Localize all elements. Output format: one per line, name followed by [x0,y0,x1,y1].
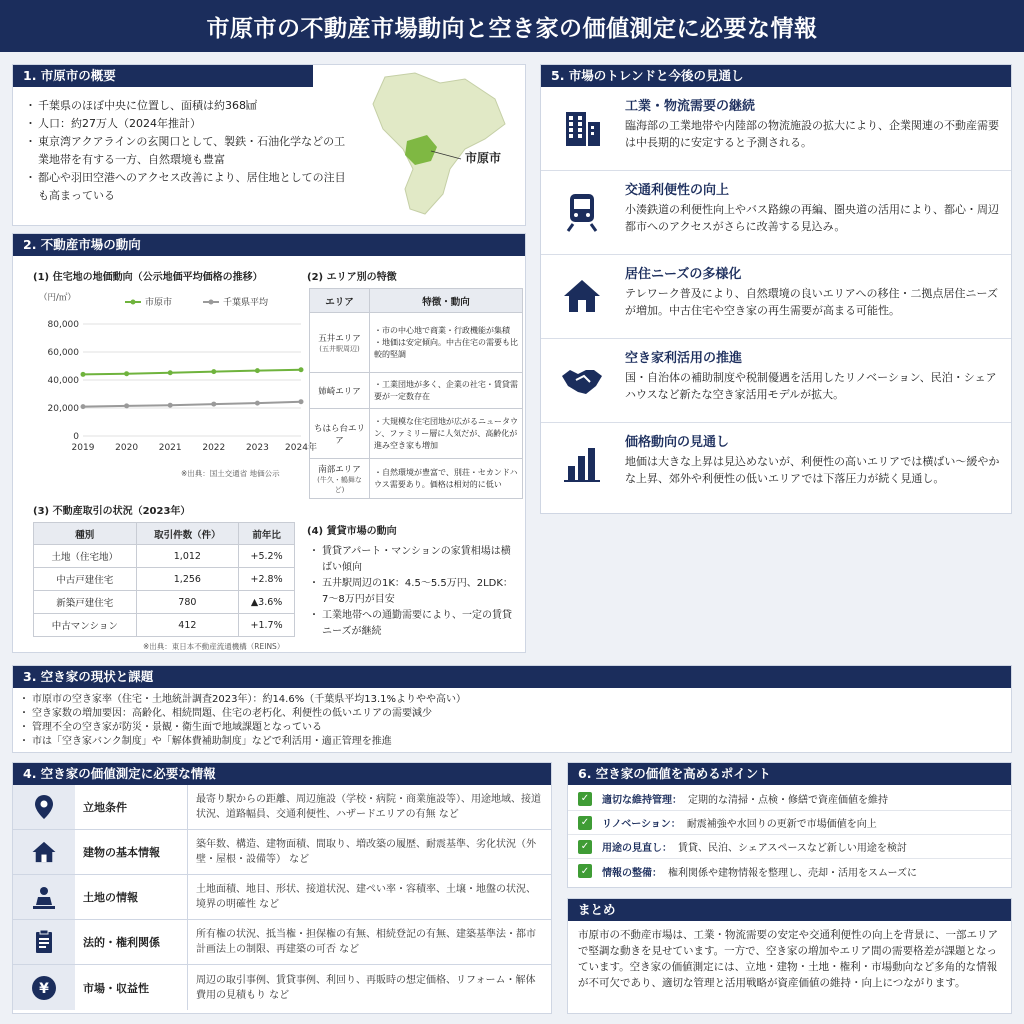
section-market [12,233,526,653]
table-row [310,459,523,499]
data-point [81,404,86,409]
trend-item [541,87,1011,171]
table-row [310,409,523,459]
value-point [568,835,1011,859]
column-header: 取引件数（件） [136,523,239,545]
trade-count: 412 [136,614,239,637]
check-icon: ✓ [578,840,592,854]
list-item: ・ 空き家数の増加要因：高齢化、相続問題、住宅の老朽化、利便性の低いエリアの需要減少 [19,707,466,721]
y-tick-label: 40,000 [47,376,79,386]
bar-chart-icon [557,439,607,489]
series-line [83,402,301,407]
data-point [255,368,260,373]
info-desc: 築年数、構造、建物面積、間取り、増改築の履歴、耐震基準、劣化状況（外壁・屋根・設備等） など [187,830,551,874]
area-desc: ・自然環境が豊富で、別荘・セカンドハウス需要あり。価格は相対的に低い [370,459,523,499]
table-row [34,591,295,614]
info-label: 法的・権利関係 [83,936,160,949]
data-point [81,372,86,377]
section-overview [12,64,526,226]
trade-change: ▲3.6% [239,591,295,614]
trend-desc: 国・自治体の補助制度や税制優遇を活用したリノベーション、民泊・シェアハウスなど新たな空き家活用モデルが拡大。 [625,371,997,401]
list-item: ・ 人口：約27万人（2024年推計） [25,115,355,133]
data-point [124,371,129,376]
section-title: 6. 空き家の価値を高めるポイント [568,763,1011,785]
handshake-icon [557,355,607,405]
valuation-info-list [13,785,551,1010]
table-row [34,568,295,591]
trade-change: +1.7% [239,614,295,637]
trend-item [541,255,1011,339]
trade-change: +2.8% [239,568,295,591]
list-item: ・ 工業地帯への通勤需要により、一定の賃貸ニーズが継続 [309,608,519,640]
series-line [83,370,301,375]
point-desc: 賃貸、民泊、シェアスペースなど新しい用途を検討 [678,843,907,854]
info-label: 立地条件 [83,801,127,814]
section-title: 4. 空き家の価値測定に必要な情報 [13,763,551,785]
trend-list [541,87,1011,521]
section-trends [540,64,1012,514]
trade-type: 中古戸建住宅 [34,568,137,591]
info-desc: 最寄り駅からの距離、周辺施設（学校・病院・商業施設等）、用途地域、接道状況、道路幅員、交通利便性、ハザードエリアの有無 など [187,785,551,829]
data-point [255,401,260,406]
building-icon [557,103,607,153]
value-point [568,811,1011,835]
section-title: まとめ [568,899,1011,921]
y-tick-label: 0 [73,432,79,442]
area-name-text: 姉崎エリア [318,386,361,397]
section-value-points [567,762,1012,888]
trade-type: 中古マンション [34,614,137,637]
data-point [124,403,129,408]
trend-desc: 小湊鉄道の利便性向上やバス路線の再編、圏央道の活用により、都心・周辺都市へのアクセスがさらに改善する見込み。 [625,203,999,233]
area-title: (2) エリア別の特徴 [307,272,397,283]
point-desc: 耐震補強や水回りの更新で市場価値を向上 [686,819,877,830]
house-icon [13,830,75,874]
trade-count: 1,012 [136,545,239,568]
rent-list [309,544,519,640]
section-vacancy [12,665,1012,753]
area-name [310,459,370,499]
chiba-prefecture-shape [373,73,505,214]
trend-title: 居住ニーズの多様化 [625,267,742,282]
value-point [568,787,1011,811]
point-label: 情報の整備： [602,867,662,879]
x-tick-label: 2021 [158,443,182,453]
legend-label: 千葉県平均 [223,298,269,308]
list-item: ・ 東京湾アクアラインの玄関口として、製鉄・石油化学などの工業地帯を有する一方、自然環境も豊富 [25,133,355,169]
point-desc: 定期的な清掃・点検・修繕で資産価値を維持 [688,795,888,806]
legend-marker [131,300,136,305]
section-title: 5. 市場のトレンドと今後の見通し [541,65,1011,87]
trend-desc: 地価は大きな上昇は見込めないが、利便性の高いエリアでは横ばい〜緩やかな上昇、郊外や利便性の低いエリアでは下落圧力が続く見通し。 [625,455,1000,485]
y-tick-label: 60,000 [47,348,79,358]
house-icon [557,271,607,321]
legend-marker [209,300,214,305]
area-name [310,373,370,409]
area-desc: ・市の中心地で商業・行政機能が集積 ・地価は安定傾向。中古住宅の需要も比較的堅調 [370,313,523,373]
trend-body [625,347,1001,414]
document-icon [13,920,75,964]
chart-source: ※出典：国土交通省 地価公示 [181,469,280,478]
x-tick-label: 2023 [245,443,269,453]
point-label: リノベーション： [602,819,681,830]
rent-title: (4) 賃貸市場の動向 [307,526,397,537]
check-icon: ✓ [578,864,592,878]
table-header-row [310,289,523,313]
trade-count: 1,256 [136,568,239,591]
area-sub-text: (牛久・鶴舞など) [317,475,362,494]
trend-item [541,171,1011,255]
trend-title: 空き家利活用の推進 [625,351,743,366]
x-tick-label: 2024年 [285,443,317,453]
trade-title: (3) 不動産取引の状況（2023年） [33,506,191,517]
trend-item [541,339,1011,423]
column-header: 前年比 [239,523,295,545]
data-point [168,370,173,375]
data-point [211,402,216,407]
trade-type: 土地（住宅地） [34,545,137,568]
trend-body [625,263,1001,330]
section-valuation-info [12,762,552,1014]
area-desc: ・大規模な住宅団地が広がるニュータウン、ファミリー層に人気だが、高齢化が進み空き家も増加 [370,409,523,459]
area-name-text: 五井エリア [318,333,361,344]
y-axis-label: （円/㎡） [39,293,76,303]
value-point [568,859,1011,883]
data-point [299,399,304,404]
area-name [310,409,370,459]
area-name-text: ちはら台エリア [314,423,366,446]
x-tick-label: 2020 [115,443,139,453]
yen-icon [13,965,75,1010]
map-label: 市原市 [465,151,502,165]
list-item: ・ 都心や羽田空港へのアクセス改善により、居住地としての注目も高まっている [25,169,355,205]
list-item: ・ 千葉県のほぼ中央に位置し、面積は約368㎢ [25,97,355,115]
check-icon: ✓ [578,816,592,830]
table-header-row [34,523,295,545]
trend-desc: テレワーク普及により、自然環境の良いエリアへの移住・二拠点居住ニーズが増加。中古住宅や空き家の再生需要が高まる可能性。 [625,287,999,317]
table-row [310,313,523,373]
train-icon [557,187,607,237]
list-item: ・ 賃貸アパート・マンションの家賃相場は横ばい傾向 [309,544,519,576]
list-item: ・ 五井駅周辺の1K：4.5〜5.5万円、2LDK：7〜8万円が目安 [309,576,519,608]
section-summary [567,898,1012,1014]
trend-title: 価格動向の見通し [625,435,730,450]
section-title: 2. 不動産市場の動向 [13,234,525,256]
x-tick-label: 2019 [71,443,95,453]
land-price-chart [21,286,317,471]
point-label: 用途の見直し： [602,843,672,854]
svg-text:¥: ¥ [39,980,49,997]
chiba-map [365,69,525,219]
trend-body [625,95,1001,162]
point-label: 適切な維持管理： [602,795,682,806]
page-title: 市原市の不動産市場動向と空き家の価値測定に必要な情報 [0,0,1024,52]
info-desc: 土地面積、地目、形状、接道状況、建ぺい率・容積率、土壌・地盤の状況、境界の明確性 など [187,875,551,919]
info-label: 土地の情報 [83,891,138,904]
trend-body [625,431,1001,513]
vacancy-list [19,693,466,749]
list-item: ・ 市は「空き家バンク制度」や「解体費補助制度」などで利活用・適正管理を推進 [19,735,466,749]
trade-change: +5.2% [239,545,295,568]
table-row [34,545,295,568]
area-name [310,313,370,373]
point-desc: 権利関係や建物情報を整理し、売却・活用をスムーズに [668,867,917,879]
trade-count: 780 [136,591,239,614]
area-table [309,288,523,499]
valuation-info-row [13,965,551,1010]
summary-text: 市原市の不動産市場は、工業・物流需要の安定や交通利便性の向上を背景に、一部エリアで堅調な動きを見せています。一方で、空き家の増加やエリア間の需要格差が課題となっています。空き家の価値測定には、立地・建物・土地・権利・市場動向など多角的な情報が不可欠であり、適切な管理と活用戦略が資産価値の維持・向上につながります。 [578,929,998,989]
list-item: ・ 市原市の空き家率（住宅・土地統計調査2023年）：約14.6%（千葉県平均13.1%よりやや高い） [19,693,466,707]
column-header: エリア [310,289,370,313]
x-tick-label: 2022 [202,443,226,453]
legend-label: 市原市 [145,298,173,308]
location-pin-icon [13,785,75,829]
column-header: 特徴・動向 [370,289,523,313]
trend-title: 工業・物流需要の継続 [625,99,756,114]
valuation-info-row [13,920,551,965]
check-icon: ✓ [578,792,592,806]
list-item: ・ 管理不全の空き家が防災・景観・衛生面で地域課題となっている [19,721,466,735]
section-title: 3. 空き家の現状と課題 [13,666,1011,688]
area-name-text: 南部エリア [318,464,361,475]
info-desc: 周辺の取引事例、賃貸事例、利回り、再販時の想定価格、リフォーム・解体費用の見積もり など [187,965,551,1010]
data-point [211,369,216,374]
valuation-info-row [13,875,551,920]
info-desc: 所有権の状況、抵当権・担保権の有無、相続登記の有無、建築基準法・都市計画法上の制限、再建築の可否 など [187,920,551,964]
table-row [34,614,295,637]
column-header: 種別 [34,523,137,545]
trend-title: 交通利便性の向上 [625,183,730,198]
trend-body [625,179,1001,246]
area-sub-text: (五井駅周辺) [319,344,360,353]
trend-item [541,423,1011,521]
area-desc: ・工業団地が多く、企業の社宅・賃貸需要が一定数存在 [370,373,523,409]
trade-source: ※出典：東日本不動産流通機構（REINS） [143,642,285,651]
y-tick-label: 20,000 [47,404,79,414]
trade-type: 新築戸建住宅 [34,591,137,614]
value-points-list [568,785,1011,883]
y-tick-label: 80,000 [47,320,79,330]
land-icon [13,875,75,919]
trade-table [33,522,295,637]
info-label: 建物の基本情報 [83,846,160,859]
info-label: 市場・収益性 [83,981,149,995]
data-point [168,403,173,408]
trend-desc: 臨海部の工業地帯や内陸部の物流施設の拡大により、企業関連の不動産需要は中長期的に安定すると予測される。 [625,119,999,149]
table-row [310,373,523,409]
section-title: 1. 市原市の概要 [13,65,313,87]
valuation-info-row [13,785,551,830]
chart-title: (1) 住宅地の地価動向（公示地価平均価格の推移） [33,272,263,283]
data-point [299,367,304,372]
valuation-info-row [13,830,551,875]
overview-list [25,97,355,205]
